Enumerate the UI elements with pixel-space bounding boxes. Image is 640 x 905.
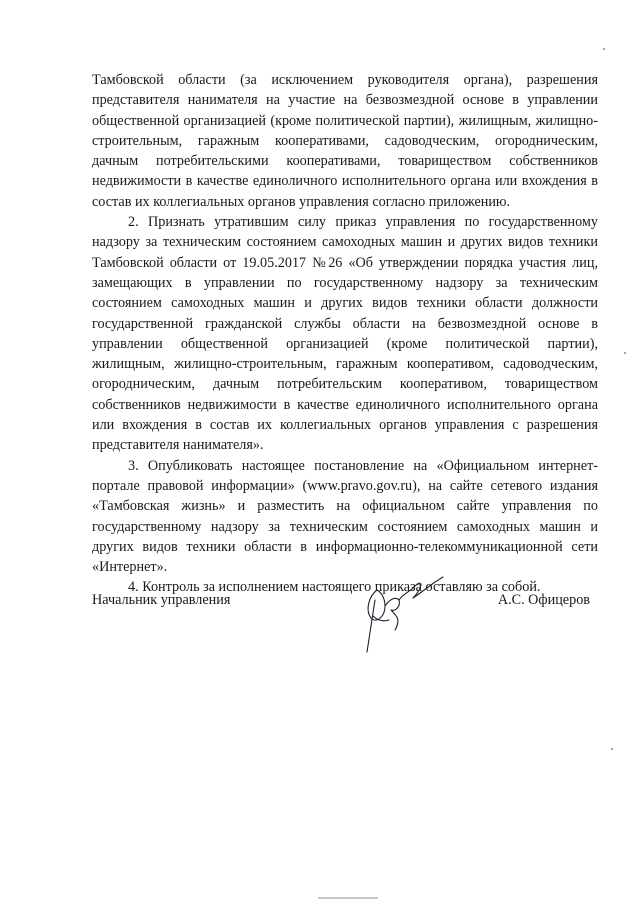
paragraph-control: 4. Контроль за исполнением настоящего приказа оставляю за собой. — [128, 579, 541, 596]
paragraph-publication: 3. Опубликовать настоящее постановление на «Официальном интернет-портале правовой информации» (www.pravo.gov.ru), на сайте сетевого издания «Тамбовская жизнь» и разместить на официальном сайте управления по государственному надзору за техническим состоянием самоходных машин и других видов техники области в информационно-телекоммуникационной сети «Интернет». — [92, 457, 598, 576]
scan-artifact — [318, 897, 378, 899]
scan-speck — [624, 352, 626, 354]
scan-speck — [603, 48, 605, 50]
scan-speck — [611, 748, 613, 750]
paragraph-repeal-order: 2. Признать утратившим силу приказ управления по государственному надзору за техническим состоянием самоходных машин и других видов техники Тамбовской области от 19.05.2017 №26 «Об утверждении порядка участия лиц, замещающих в управлении по государственному надзору за техническим состоянием самоходных машин и других видов техники области должности государственной гражданской службы области на безвозмездной основе в управлении общественной организацией (кроме политической партии), жилищным, жилищно-строительным, гаражным кооперативом, садоводческим, огородническим, дачным потребительским кооперативом, товариществом собственников недвижимости в качестве единоличного исполнительного органа или вхождения в состав их коллегиальных органов управления с разрешения представителя нанимателя». — [92, 214, 598, 454]
signatory-name: А.С. Офицеров — [497, 592, 590, 608]
paragraph-continuation: Тамбовской области (за исключением руководителя органа), разрешения представителя нанимателя на участие на безвозмездной основе в управлении общественной организацией (кроме политической партии), жилищным, жилищно-строительным, гаражным кооперативами, садоводческим, огородническим, дачным потребительскими кооперативами, товариществом собственников недвижимости в качестве единоличного исполнительного органа или вхождения в состав их коллегиальных органов управления согласно приложению. — [92, 72, 598, 210]
position-title: Начальник управления — [92, 592, 231, 608]
document-body — [92, 70, 598, 598]
handwritten-signature — [355, 560, 445, 655]
signature-row — [92, 592, 598, 616]
